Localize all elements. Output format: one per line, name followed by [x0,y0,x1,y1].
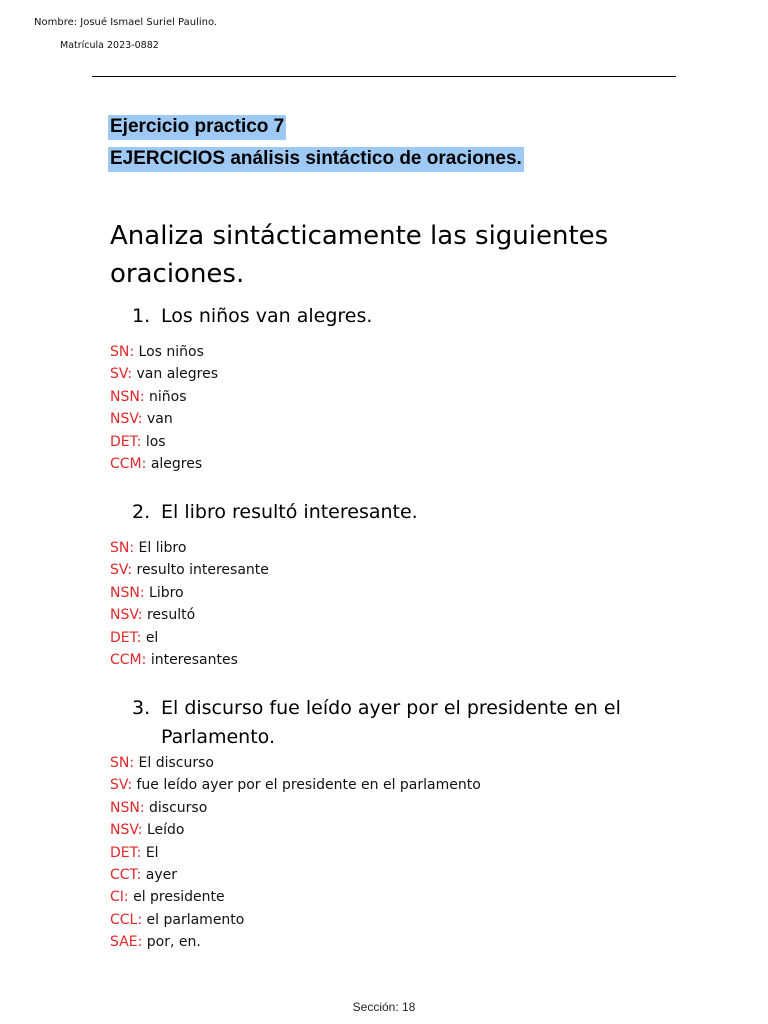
analysis-label: NSN: [110,799,145,816]
exercise-2-analysis [110,537,269,671]
exercise-1-analysis [110,341,218,475]
analysis-row [110,408,218,430]
analysis-label: SAE: [110,934,143,951]
sentence-text: Los niños van alegres. [161,305,373,327]
exercise-number: 3. [132,697,151,719]
analysis-label: SN: [110,344,135,360]
analysis-value: Libro [149,584,184,601]
analysis-label: SV: [110,366,133,383]
page-footer-section: Sección: 18 [352,1000,416,1014]
analysis-label: NSV: [110,411,143,428]
analysis-row [110,649,269,671]
analysis-row [110,386,218,408]
header-divider [92,76,676,77]
analysis-value: alegres [150,455,203,472]
analysis-value: discurso [149,799,208,816]
instructions-line-1: Analiza sintácticamente las siguientes [110,221,609,251]
analysis-value: por, en. [146,934,201,951]
analysis-label: NSN: [110,584,145,601]
analysis-row [110,559,269,581]
analysis-value: ayer [145,866,177,883]
analysis-row [110,842,481,864]
analysis-value: van alegres [136,366,219,383]
analysis-value: fue leído ayer por el presidente en el parlamento [136,777,481,794]
analysis-value: niños [149,388,187,405]
sentence-text-continued: Parlamento. [161,726,275,748]
analysis-row [110,819,481,841]
exercise-subtitle: EJERCICIOS análisis sintáctico de oraciones. [108,147,524,172]
exercise-3-sentence [132,694,621,752]
analysis-row [110,363,218,385]
analysis-label: SV: [110,777,133,794]
analysis-value: el parlamento [146,911,245,928]
exercise-number: 1. [132,305,151,327]
analysis-row [110,431,218,453]
analysis-row [110,627,269,649]
exercise-2-sentence [132,498,418,527]
analysis-label: NSV: [110,822,143,839]
analysis-row [110,752,481,774]
analysis-value: El [145,844,159,861]
exercise-3-analysis [110,752,481,954]
analysis-value: los [145,433,166,450]
analysis-label: SN: [110,540,135,556]
analysis-label: DET: [110,433,142,450]
analysis-label: NSN: [110,388,145,405]
analysis-label: CI: [110,889,129,906]
analysis-label: DET: [110,844,142,861]
analysis-label: CCT: [110,866,142,883]
analysis-label: CCL: [110,911,143,928]
instructions-line-2: oraciones. [110,259,245,289]
analysis-value: el [145,629,159,646]
analysis-label: DET: [110,629,142,646]
analysis-value: El discurso [138,755,214,771]
student-name: Nombre: Josué Ismael Suriel Paulino. [34,17,218,28]
analysis-row [110,774,481,796]
analysis-value: El libro [138,540,187,556]
analysis-label: SV: [110,562,133,579]
analysis-value: interesantes [150,651,238,668]
exercise-number: 2. [132,501,151,523]
analysis-row [110,453,218,475]
analysis-value: resultó [146,607,196,624]
sentence-text: El libro resultó interesante. [161,501,418,523]
analysis-row [110,604,269,626]
analysis-label: CCM: [110,651,147,668]
analysis-row [110,909,481,931]
student-matricula: Matrícula 2023-0882 [60,40,159,51]
analysis-row [110,341,218,363]
exercise-title: Ejercicio practico 7 [108,115,286,140]
analysis-row [110,886,481,908]
analysis-row [110,797,481,819]
analysis-row [110,537,269,559]
analysis-row [110,582,269,604]
analysis-value: van [146,411,173,428]
analysis-value: el presidente [133,889,225,906]
analysis-row [110,931,481,953]
analysis-label: SN: [110,755,135,771]
exercise-1-sentence [132,302,372,331]
analysis-label: NSV: [110,607,143,624]
analysis-value: Los niños [138,344,204,360]
sentence-text: El discurso fue leído ayer por el presidente en el [161,697,621,719]
analysis-value: Leído [146,822,185,839]
analysis-row [110,864,481,886]
analysis-label: CCM: [110,455,147,472]
analysis-value: resulto interesante [136,562,269,579]
